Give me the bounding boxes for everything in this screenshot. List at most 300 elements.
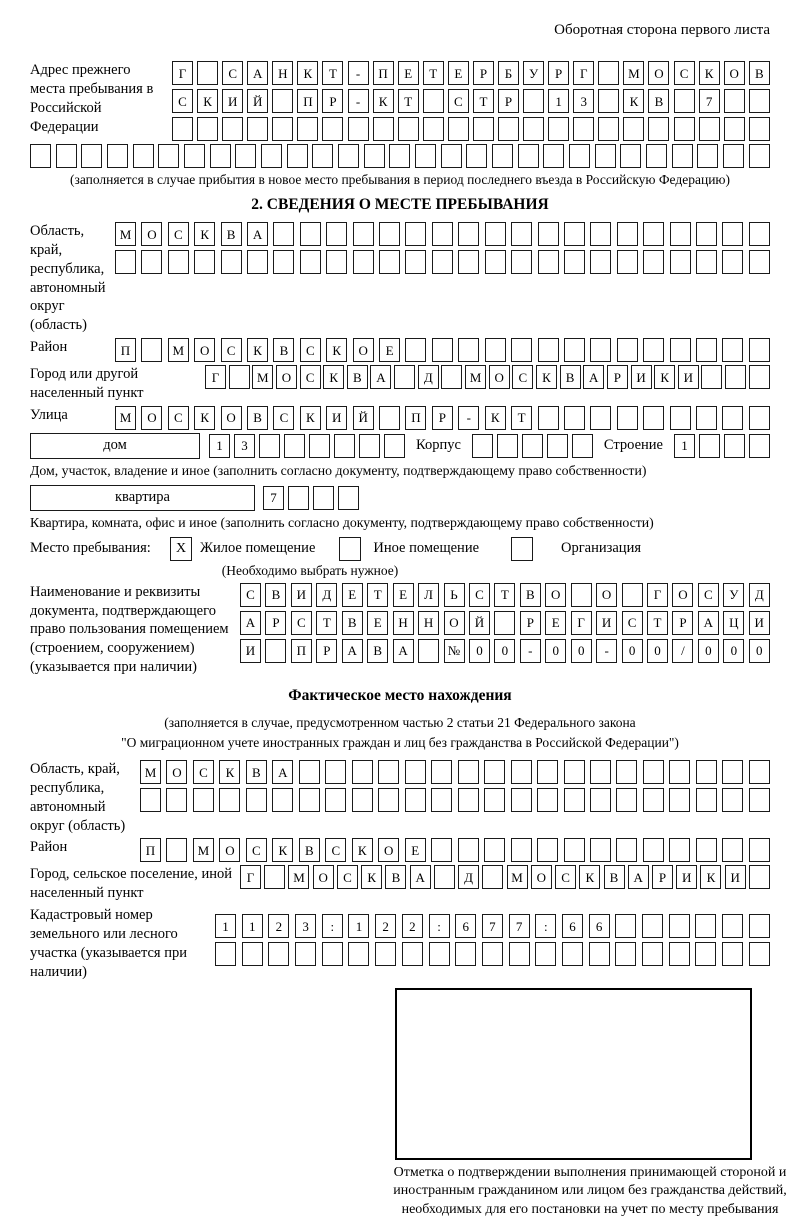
- char-cell: 2: [375, 914, 396, 938]
- char-cell: А: [370, 365, 391, 389]
- char-cell: [696, 250, 717, 274]
- region-row-2: [115, 250, 770, 274]
- char-cell: [595, 144, 616, 168]
- char-cell: -: [520, 639, 541, 663]
- char-cell: [141, 250, 162, 274]
- char-cell: С: [168, 222, 189, 246]
- char-cell: Й: [247, 89, 268, 113]
- char-cell: П: [297, 89, 318, 113]
- char-cell: [229, 365, 250, 389]
- char-cell: Р: [473, 61, 494, 85]
- char-cell: [242, 942, 263, 966]
- char-cell: [538, 338, 559, 362]
- char-cell: [643, 338, 664, 362]
- char-cell: [511, 788, 532, 812]
- char-cell: Т: [367, 583, 388, 607]
- char-cell: [598, 61, 619, 85]
- char-cell: [670, 338, 691, 362]
- char-cell: К: [361, 865, 382, 889]
- char-cell: [511, 838, 532, 862]
- char-cell: [115, 250, 136, 274]
- char-cell: [643, 760, 664, 784]
- char-cell: В: [520, 583, 541, 607]
- char-cell: [696, 760, 717, 784]
- char-cell: [402, 942, 423, 966]
- char-cell: Д: [418, 365, 439, 389]
- char-cell: [590, 406, 611, 430]
- document-block: [30, 583, 770, 677]
- char-cell: О: [221, 406, 242, 430]
- char-cell: Р: [520, 611, 541, 635]
- char-cell: [725, 365, 746, 389]
- char-cell: [441, 144, 462, 168]
- char-cell: Е: [405, 838, 426, 862]
- char-cell: В: [221, 222, 242, 246]
- char-cell: Р: [265, 611, 286, 635]
- char-cell: [648, 117, 669, 141]
- region-block: [30, 222, 770, 335]
- char-cell: В: [299, 838, 320, 862]
- char-cell: [511, 250, 532, 274]
- char-cell: 0: [749, 639, 770, 663]
- char-cell: М: [623, 61, 644, 85]
- char-cell: [299, 760, 320, 784]
- actual-location-title: Фактическое место нахождения: [288, 686, 512, 704]
- fact-district-block: [30, 838, 770, 862]
- char-cell: [389, 144, 410, 168]
- char-cell: [313, 486, 334, 510]
- char-cell: [309, 434, 330, 458]
- fact-city-row: [240, 865, 770, 889]
- char-cell: В: [342, 611, 363, 635]
- char-cell: [434, 865, 455, 889]
- char-cell: Р: [548, 61, 569, 85]
- char-cell: О: [141, 406, 162, 430]
- char-cell: [562, 942, 583, 966]
- char-cell: Д: [749, 583, 770, 607]
- char-cell: М: [507, 865, 528, 889]
- city-block: [30, 365, 770, 403]
- char-cell: [722, 222, 743, 246]
- char-cell: [222, 117, 243, 141]
- char-cell: /: [672, 639, 693, 663]
- char-cell: [670, 250, 691, 274]
- char-cell: [643, 406, 664, 430]
- char-cell: [722, 788, 743, 812]
- char-cell: [458, 338, 479, 362]
- char-cell: Е: [367, 611, 388, 635]
- char-cell: [194, 250, 215, 274]
- char-cell: Г: [240, 865, 261, 889]
- fact-region-row-1: [140, 760, 770, 784]
- char-cell: И: [678, 365, 699, 389]
- char-cell: Т: [473, 89, 494, 113]
- apartment-box-label: квартира: [30, 485, 255, 511]
- char-cell: К: [219, 760, 240, 784]
- char-cell: [643, 838, 664, 862]
- char-cell: Н: [418, 611, 439, 635]
- char-cell: [378, 788, 399, 812]
- char-cell: [537, 838, 558, 862]
- char-cell: [616, 838, 637, 862]
- char-cell: [590, 338, 611, 362]
- char-cell: К: [297, 61, 318, 85]
- char-cell: Т: [398, 89, 419, 113]
- char-cell: 3: [573, 89, 594, 113]
- char-cell: [749, 865, 770, 889]
- char-cell: [535, 942, 556, 966]
- district-row: [115, 338, 770, 362]
- fact-region-block: [30, 760, 770, 835]
- char-cell: С: [221, 338, 242, 362]
- char-cell: -: [458, 406, 479, 430]
- char-cell: [722, 942, 743, 966]
- char-cell: Т: [316, 611, 337, 635]
- cadastral-rows: [215, 906, 770, 966]
- document-row-2: [240, 611, 770, 635]
- char-cell: [423, 89, 444, 113]
- char-cell: М: [252, 365, 273, 389]
- char-cell: К: [194, 406, 215, 430]
- char-cell: В: [367, 639, 388, 663]
- char-cell: [617, 250, 638, 274]
- char-cell: А: [698, 611, 719, 635]
- char-cell: Г: [205, 365, 226, 389]
- fact-district-label: Район: [30, 839, 68, 856]
- char-cell: М: [465, 365, 486, 389]
- confirmation-stamp-caption: Отметка о подтверждении выполнения принимающей стороной и иностранным гражданином или лицом без гражданства действий, необходимых для его постановки на учет по месту пребывания: [393, 1164, 787, 1218]
- char-cell: [375, 942, 396, 966]
- char-cell: [140, 788, 161, 812]
- char-cell: [322, 942, 343, 966]
- char-cell: [379, 250, 400, 274]
- char-cell: П: [373, 61, 394, 85]
- stay-type-label: Место пребывания:: [30, 540, 151, 557]
- char-cell: [724, 89, 745, 113]
- char-cell: [429, 942, 450, 966]
- char-cell: [674, 117, 695, 141]
- char-cell: [622, 583, 643, 607]
- char-cell: О: [444, 611, 465, 635]
- char-cell: [193, 788, 214, 812]
- char-cell: [723, 144, 744, 168]
- char-cell: [722, 760, 743, 784]
- option-organization-label: Организация: [561, 540, 641, 557]
- char-cell: [669, 788, 690, 812]
- cadastral-block: [30, 906, 770, 981]
- house-row: [30, 433, 770, 459]
- char-cell: К: [194, 222, 215, 246]
- char-cell: [537, 760, 558, 784]
- street-row: [115, 406, 770, 430]
- char-cell: К: [579, 865, 600, 889]
- char-cell: О: [672, 583, 693, 607]
- char-cell: С: [555, 865, 576, 889]
- char-cell: И: [291, 583, 312, 607]
- char-cell: В: [648, 89, 669, 113]
- korpus-label: Корпус: [416, 437, 461, 454]
- char-cell: В: [265, 583, 286, 607]
- region-row-1: [115, 222, 770, 246]
- char-cell: [326, 222, 347, 246]
- char-cell: [458, 222, 479, 246]
- char-cell: О: [276, 365, 297, 389]
- char-cell: [497, 434, 518, 458]
- char-cell: [466, 144, 487, 168]
- char-cell: У: [523, 61, 544, 85]
- fact-city-label: Город, сельское поселение, иной населенный пункт: [30, 866, 233, 902]
- char-cell: [197, 117, 218, 141]
- char-cell: [184, 144, 205, 168]
- char-cell: 1: [209, 434, 230, 458]
- fact-region-rows: [140, 760, 770, 812]
- char-cell: [30, 144, 51, 168]
- char-cell: [643, 250, 664, 274]
- char-cell: [696, 338, 717, 362]
- char-cell: [485, 222, 506, 246]
- char-cell: Т: [647, 611, 668, 635]
- char-cell: [379, 222, 400, 246]
- previous-address-label: Адрес прежнего места пребывания в Российской Федерации: [30, 62, 154, 135]
- previous-address-row-3: [172, 117, 770, 141]
- char-cell: [482, 942, 503, 966]
- char-cell: 0: [571, 639, 592, 663]
- char-cell: [353, 250, 374, 274]
- char-cell: [598, 89, 619, 113]
- char-cell: Р: [672, 611, 693, 635]
- char-cell: [623, 117, 644, 141]
- char-cell: К: [323, 365, 344, 389]
- char-cell: [448, 117, 469, 141]
- char-cell: [589, 942, 610, 966]
- house-number-cells: [209, 434, 405, 458]
- korpus-cells: [472, 434, 593, 458]
- char-cell: [564, 788, 585, 812]
- char-cell: [166, 838, 187, 862]
- char-cell: [564, 838, 585, 862]
- char-cell: [373, 117, 394, 141]
- char-cell: С: [172, 89, 193, 113]
- char-cell: [749, 760, 770, 784]
- char-cell: [590, 838, 611, 862]
- char-cell: [669, 838, 690, 862]
- char-cell: [312, 144, 333, 168]
- char-cell: [431, 788, 452, 812]
- char-cell: [405, 788, 426, 812]
- char-cell: 0: [647, 639, 668, 663]
- char-cell: [749, 942, 770, 966]
- char-cell: [284, 434, 305, 458]
- char-cell: А: [342, 639, 363, 663]
- char-cell: К: [272, 838, 293, 862]
- char-cell: [697, 144, 718, 168]
- char-cell: Т: [322, 61, 343, 85]
- char-cell: [643, 222, 664, 246]
- document-row-1: [240, 583, 770, 607]
- char-cell: [674, 89, 695, 113]
- char-cell: [696, 406, 717, 430]
- char-cell: [695, 942, 716, 966]
- char-cell: Т: [511, 406, 532, 430]
- char-cell: [498, 117, 519, 141]
- char-cell: [352, 788, 373, 812]
- char-cell: [432, 222, 453, 246]
- char-cell: [749, 914, 770, 938]
- char-cell: [538, 222, 559, 246]
- char-cell: 7: [699, 89, 720, 113]
- char-cell: Т: [423, 61, 444, 85]
- char-cell: [670, 406, 691, 430]
- char-cell: О: [648, 61, 669, 85]
- char-cell: [523, 89, 544, 113]
- char-cell: М: [140, 760, 161, 784]
- char-cell: [405, 338, 426, 362]
- char-cell: [325, 788, 346, 812]
- char-cell: О: [353, 338, 374, 362]
- char-cell: [484, 788, 505, 812]
- char-cell: [261, 144, 282, 168]
- char-cell: [295, 942, 316, 966]
- char-cell: [672, 144, 693, 168]
- char-cell: [484, 838, 505, 862]
- char-cell: [616, 788, 637, 812]
- char-cell: [141, 338, 162, 362]
- char-cell: [572, 434, 593, 458]
- char-cell: [643, 788, 664, 812]
- char-cell: [722, 914, 743, 938]
- char-cell: [348, 942, 369, 966]
- char-cell: [378, 760, 399, 784]
- char-cell: [509, 942, 530, 966]
- section2-title: 2. СВЕДЕНИЯ О МЕСТЕ ПРЕБЫВАНИЯ: [251, 196, 549, 213]
- char-cell: 6: [562, 914, 583, 938]
- char-cell: Т: [494, 583, 515, 607]
- char-cell: 3: [234, 434, 255, 458]
- char-cell: [359, 434, 380, 458]
- char-cell: В: [273, 338, 294, 362]
- char-cell: М: [115, 406, 136, 430]
- char-cell: [543, 144, 564, 168]
- char-cell: [482, 865, 503, 889]
- fact-city-block: [30, 865, 770, 903]
- char-cell: И: [725, 865, 746, 889]
- char-cell: 3: [295, 914, 316, 938]
- char-cell: [432, 338, 453, 362]
- char-cell: П: [115, 338, 136, 362]
- char-cell: [547, 434, 568, 458]
- char-cell: -: [348, 61, 369, 85]
- char-cell: И: [596, 611, 617, 635]
- char-cell: [617, 338, 638, 362]
- char-cell: [590, 788, 611, 812]
- char-cell: [272, 788, 293, 812]
- char-cell: Н: [272, 61, 293, 85]
- char-cell: Е: [393, 583, 414, 607]
- char-cell: [219, 788, 240, 812]
- char-cell: [724, 434, 745, 458]
- char-cell: [722, 406, 743, 430]
- checkbox-organization: [511, 537, 533, 561]
- char-cell: [749, 89, 770, 113]
- char-cell: [701, 365, 722, 389]
- char-cell: О: [489, 365, 510, 389]
- city-label: Город или другой населенный пункт: [30, 366, 144, 401]
- char-cell: О: [596, 583, 617, 607]
- char-cell: [348, 117, 369, 141]
- char-cell: О: [313, 865, 334, 889]
- char-cell: [522, 434, 543, 458]
- char-cell: [272, 117, 293, 141]
- char-cell: Г: [647, 583, 668, 607]
- char-cell: Л: [418, 583, 439, 607]
- stroenie-label: Строение: [603, 437, 663, 454]
- char-cell: Й: [353, 406, 374, 430]
- char-cell: 6: [589, 914, 610, 938]
- char-cell: [247, 250, 268, 274]
- char-cell: [384, 434, 405, 458]
- char-cell: -: [348, 89, 369, 113]
- char-cell: В: [246, 760, 267, 784]
- char-cell: [268, 942, 289, 966]
- char-cell: К: [300, 406, 321, 430]
- char-cell: [458, 760, 479, 784]
- char-cell: В: [749, 61, 770, 85]
- previous-address-overflow-row: [30, 144, 770, 168]
- district-label: Район: [30, 339, 68, 356]
- char-cell: К: [536, 365, 557, 389]
- stay-type-row: [30, 537, 770, 561]
- char-cell: [107, 144, 128, 168]
- char-cell: [669, 942, 690, 966]
- char-cell: [398, 117, 419, 141]
- char-cell: [458, 838, 479, 862]
- char-cell: [379, 406, 400, 430]
- char-cell: М: [193, 838, 214, 862]
- char-cell: [472, 434, 493, 458]
- char-cell: Д: [316, 583, 337, 607]
- confirmation-stamp-box: [395, 988, 752, 1160]
- char-cell: [158, 144, 179, 168]
- char-cell: С: [193, 760, 214, 784]
- char-cell: И: [749, 611, 770, 635]
- char-cell: А: [272, 760, 293, 784]
- char-cell: [172, 117, 193, 141]
- char-cell: К: [700, 865, 721, 889]
- char-cell: [749, 117, 770, 141]
- char-cell: [615, 914, 636, 938]
- char-cell: [590, 222, 611, 246]
- char-cell: К: [623, 89, 644, 113]
- char-cell: :: [429, 914, 450, 938]
- char-cell: [415, 144, 436, 168]
- char-cell: В: [560, 365, 581, 389]
- char-cell: [699, 117, 720, 141]
- char-cell: А: [247, 222, 268, 246]
- house-caption: Дом, участок, владение и иное (заполнить согласно документу, подтверждающему право собственности): [30, 462, 647, 478]
- char-cell: [696, 788, 717, 812]
- char-cell: [215, 942, 236, 966]
- char-cell: [485, 250, 506, 274]
- char-cell: 6: [455, 914, 476, 938]
- char-cell: С: [325, 838, 346, 862]
- char-cell: А: [410, 865, 431, 889]
- char-cell: М: [115, 222, 136, 246]
- char-cell: 0: [622, 639, 643, 663]
- previous-address-block: [30, 61, 770, 141]
- char-cell: Г: [172, 61, 193, 85]
- char-cell: О: [531, 865, 552, 889]
- cadastral-row-2: [215, 942, 770, 966]
